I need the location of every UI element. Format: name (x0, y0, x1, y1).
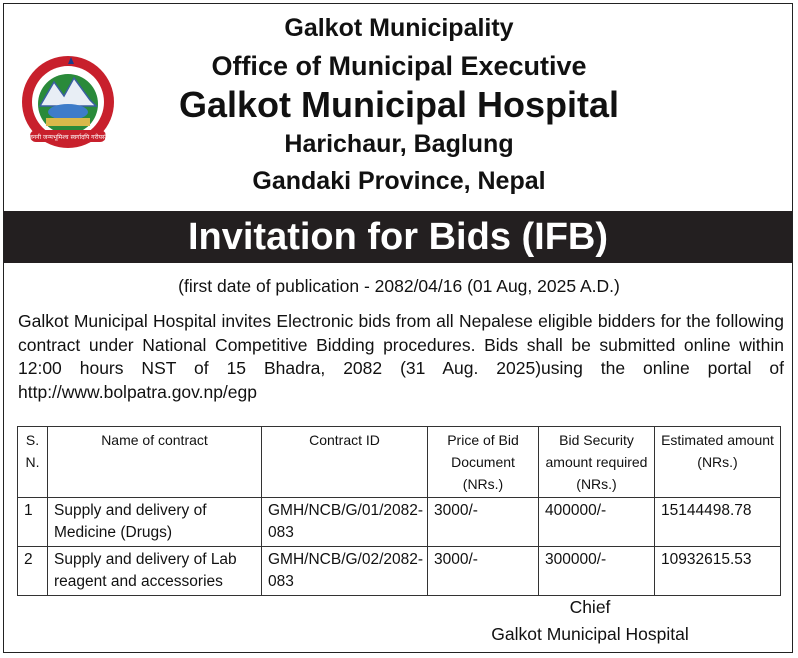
cell-bid-doc-price: 3000/- (428, 547, 539, 596)
hospital-name: Galkot Municipal Hospital (178, 84, 620, 125)
header-contract-name: Name of contract (48, 427, 262, 498)
publication-date: (first date of publication - 2082/04/16 (01 Aug, 2025 A.D.) (178, 276, 620, 296)
cell-bid-doc-price: 3000/- (428, 498, 539, 547)
cell-contract-id: GMH/NCB/G/02/2082-083 (262, 547, 428, 596)
cell-estimated-amount: 15144498.78 (655, 498, 781, 547)
bids-table (17, 426, 781, 596)
header-bid-doc-price: Price of Bid Document (NRs.) (428, 427, 539, 498)
notice-body: Galkot Municipal Hospital invites Electronic bids from all Nepalese eligible bidders for the following contract under National Competitive Bidding procedures. Bids shall be submitted online within 12:00 hours NST of 15 Bhadra, 2082 (31 Aug. 2025)using the online portal of http://www.bolpatra.gov.np/egp (18, 311, 784, 402)
cell-sn: 1 (18, 498, 48, 547)
notice-title-banner: Invitation for Bids (IFB) (4, 211, 792, 263)
header-contract-id: Contract ID (262, 427, 428, 498)
signatory-title: Chief (569, 597, 611, 617)
cell-contract-name: Supply and delivery of Medicine (Drugs) (48, 498, 262, 547)
cell-sn: 2 (18, 547, 48, 596)
table-header-row (18, 427, 781, 498)
header-estimated-amount: Estimated amount (NRs.) (655, 427, 781, 498)
signatory-org: Galkot Municipal Hospital (491, 624, 689, 644)
office-name: Office of Municipal Executive (211, 51, 587, 81)
cell-estimated-amount: 10932615.53 (655, 547, 781, 596)
municipality-name: Galkot Municipality (284, 14, 514, 42)
cell-bid-security: 300000/- (539, 547, 655, 596)
cell-bid-security: 400000/- (539, 498, 655, 547)
table-row (18, 498, 781, 547)
cell-contract-name: Supply and delivery of Lab reagent and accessories (48, 547, 262, 596)
header-sn: S. N. (18, 427, 48, 498)
header-bid-security: Bid Security amount required (NRs.) (539, 427, 655, 498)
emblem-motto: जननी जन्मभूमिश्च स्वर्गादपि गरीयसी (28, 134, 108, 141)
table-row (18, 547, 781, 596)
location-line: Harichaur, Baglung (284, 130, 514, 158)
cell-contract-id: GMH/NCB/G/01/2082-083 (262, 498, 428, 547)
province-line: Gandaki Province, Nepal (252, 167, 546, 195)
